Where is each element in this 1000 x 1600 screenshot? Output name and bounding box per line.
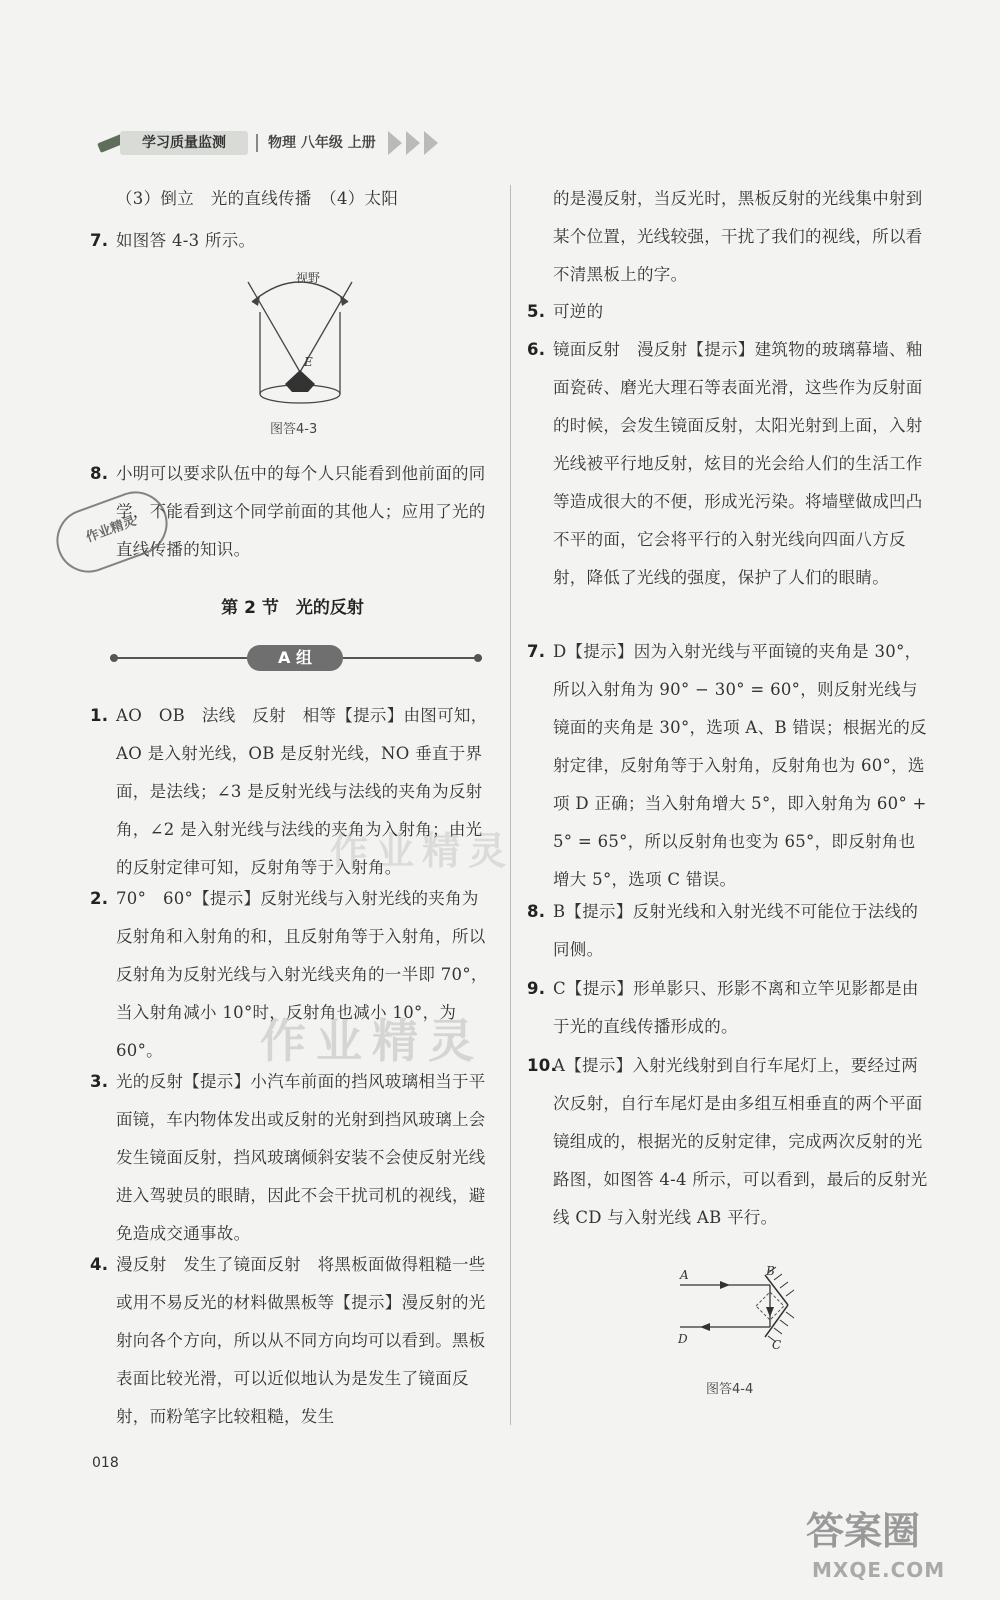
section-title: 第 2 节 光的反射 <box>221 598 364 618</box>
label-e: E <box>304 355 313 369</box>
answer-a10: 10. A【提示】入射光线射到自行车尾灯上，要经过两次反射，自行车尾灯是由多组互相垂直的两个平面镜组成的，根据光的反射定律，完成两次反射的光路图，如图答 4-4 所示，可以看到，最后的反射光线 CD 与入射光线 AB 平行。 <box>527 1056 928 1227</box>
watermark-2: 作业精灵 <box>260 1014 484 1068</box>
logo-url: MXQE.COM <box>812 1558 946 1582</box>
figure-4-3 <box>230 262 370 412</box>
answer-a6: 6. 镜面反射 漫反射【提示】建筑物的玻璃幕墙、釉面瓷砖、磨光大理石等表面光滑，这些作为反射面的时候，会发生镜面反射，太阳光射到上面，入射光线被平行地反射，炫目的光会给人们的生活工作等造成很大的不便，形成光污染。将墙壁做成凹凸不平的面，它会将平行的入射光线向四面八方反射，降低了光线的强度，保护了人们的眼睛。 <box>527 340 923 587</box>
figure-4-3-caption: 图答4-3 <box>270 422 318 437</box>
mirror-upper <box>765 1275 788 1305</box>
header-badge: 学习质量监测 <box>120 131 248 155</box>
answer-6-tail: （3）倒立 光的直线传播 （4）太阳 <box>116 189 399 208</box>
answer-a4-tail: 的是漫反射，当反光时，黑板反射的光线集中射到某个位置，光线较强，干扰了我们的视线，所以看不清黑板上的字。 <box>553 189 923 284</box>
answer-a4: 4. 漫反射 发生了镜面反射 将黑板面做得粗糙一些或用不易反光的材料做黑板等【提示】漫反射的光射向各个方向，所以从不同方向均可以看到。黑板表面比较光滑，可以近似地认为是发生了镜面反射，而粉笔字比较粗糙，发生 <box>90 1255 486 1426</box>
label-d: D <box>678 1332 688 1346</box>
label-view: 视野 <box>296 271 321 285</box>
site-logo <box>806 1500 986 1595</box>
answer-a1: 1. AO OB 法线 反射 相等【提示】由图可知，AO 是入射光线，OB 是反射光线，NO 垂直于界面，是法线；∠3 是反射光线与法线的夹角为反射角，∠2 是入射光线与法线的夹角为入射角；由光的反射定律可知，反射角等于入射角。 <box>90 706 488 877</box>
answer-8: 8. 小明可以要求队伍中的每个人只能看到他前面的同学，不能看到这个同学前面的其他人；应用了光的直线传播的知识。 <box>90 464 486 559</box>
header-divider <box>256 134 258 152</box>
watermark: 作业精灵 <box>330 829 515 873</box>
answer-a3: 3. 光的反射【提示】小汽车前面的挡风玻璃相当于平面镜，车内物体发出或反射的光射到挡风玻璃上会发生镜面反射，挡风玻璃倾斜安装不会使反射光线进入驾驶员的眼睛，因此不会干扰司机的视线，避免造成交通事故。 <box>90 1072 486 1243</box>
page-number: 018 <box>92 1455 119 1471</box>
homework-stamp: 作业精灵 <box>47 482 176 581</box>
label-b: B <box>766 1265 775 1278</box>
group-a-label: A 组 <box>247 645 343 671</box>
answer-a8: 8. B【提示】反射光线和入射光线不可能位于法线的同侧。 <box>527 902 919 959</box>
answer-a7: 7. D【提示】因为入射光线与平面镜的夹角是 30°，所以入射角为 90° − 30° = 60°，则反射光线与镜面的夹角是 30°，选项 A、B 错误；根据光的反射定律，反射角等于入射角，反射角也为 60°，选项 D 正确；当入射角增大 5°，即入射角为 60° + 5° = 65°，所以反射角也变为 65°，即反射角也增大 5°，选项 C 错误。 <box>527 642 927 889</box>
label-c: C <box>772 1338 782 1352</box>
column-divider <box>510 185 511 1425</box>
view-arc <box>252 282 348 302</box>
chevrons-icon <box>388 131 468 155</box>
label-a: A <box>680 1268 689 1282</box>
group-a-bar <box>110 645 482 671</box>
figure-4-4 <box>670 1265 810 1355</box>
answer-a2: 2. 70° 60°【提示】反射光线与入射光线的夹角为反射角和入射角的和，且反射角等于入射角，所以反射角为反射光线与入射光线夹角的一半即 70°，当入射角减小 10°时，反射角也减小 10°，为 60°。 <box>90 889 488 1060</box>
running-header <box>98 128 458 158</box>
header-subject: 物理 八年级 上册 <box>268 135 376 151</box>
answer-7: 7. 如图答 4-3 所示。 <box>90 231 256 250</box>
figure-4-4-caption: 图答4-4 <box>706 1382 754 1397</box>
eye-figure <box>285 370 315 392</box>
answer-a9: 9. C【提示】形单影只、形影不离和立竿见影都是由于光的直线传播形成的。 <box>527 979 919 1036</box>
answer-a5: 5. 可逆的 <box>527 302 604 321</box>
logo-main: 答案圈 <box>806 1509 921 1553</box>
